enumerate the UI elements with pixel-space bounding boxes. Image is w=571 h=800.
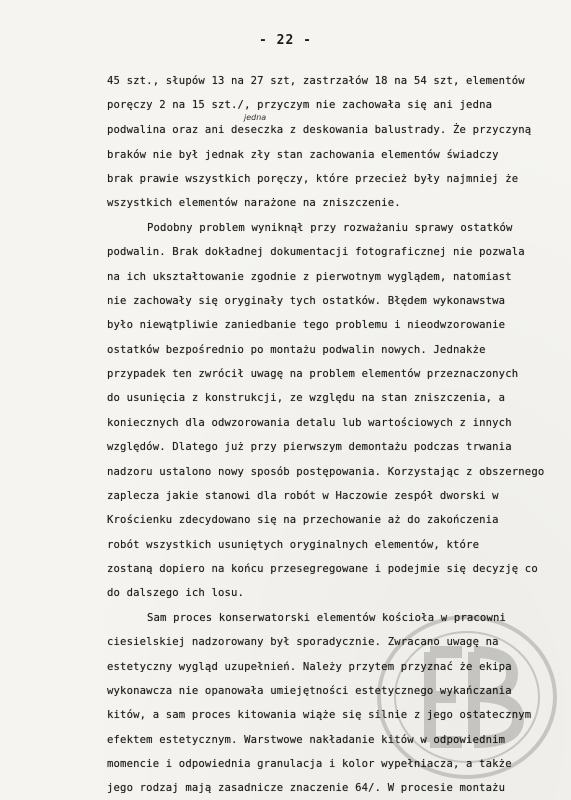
page-number: - 22 -	[259, 33, 312, 48]
text-line: estetyczny wygląd uzupełnień. Należy przytem przyznać że ekipa	[107, 661, 512, 673]
text-line: jego rodzaj mają zasadnicze znaczenie 64/. W procesie montażu	[107, 782, 506, 794]
text-line: nie zachowały się oryginały tych ostatków. Błędem wykonawstwa	[107, 295, 506, 307]
text-line: wszystkich elementów narażone na zniszczenie.	[107, 197, 401, 209]
text-line: Sam proces konserwatorski elementów kościoła w pracowni	[147, 612, 507, 624]
text-line: koniecznych dla odwzorowania detalu lub wartościowych z innych	[107, 417, 512, 429]
text-line: kitów, a sam proces kitowania wiąże się silnie z jego ostatecznym	[107, 709, 532, 721]
text-line: podwalin. Brak dokładnej dokumentacji fotograficznej nie pozwala	[107, 246, 525, 258]
text-line: Krościenku zdecydowano się na przechowanie aż do zakończenia	[107, 514, 499, 526]
text-line: zaplecza jakie stanowi dla robót w Haczowie zespół dworski w	[107, 490, 499, 502]
text-line: podwalina oraz ani deseczka z deskowania balustrady. Że przyczyną	[107, 124, 532, 136]
text-line: efektem estetycznym. Warstwowe nakładanie kitów w odpowiednim	[107, 734, 506, 746]
text-line: braków nie był jednak zły stan zachowania elementów świadczy	[107, 149, 499, 161]
text-line: przypadek ten zwrócił uwagę na problem elementów przeznaczonych	[107, 368, 519, 380]
text-line: momencie i odpowiednia granulacja i kolor wypełniacza, a także	[107, 758, 512, 770]
text-line: na ich ukształtowanie zgodnie z pierwotnym wyglądem, natomiast	[107, 271, 512, 283]
text-line: robót wszystkich usuniętych oryginalnych elementów, które	[107, 539, 480, 551]
text-line: ostatków bezpośrednio po montażu podwalin nowych. Jednakże	[107, 344, 486, 356]
text-line: Podobny problem wyniknął przy rozważaniu sprawy ostatków	[147, 222, 513, 234]
text-line: brak prawie wszystkich poręczy, które przecież były najmniej że	[107, 173, 519, 185]
text-line: wykonawcza nie opanowała umiejętności estetycznego wykańczania	[107, 685, 512, 697]
text-line: względów. Dlatego już przy pierwszym demontażu podczas trwania	[107, 441, 512, 453]
handwritten-insertion: jedna	[244, 113, 267, 122]
text-line: zostaną dopiero na końcu przesegregowane i podejmie się decyzję co	[107, 563, 538, 575]
text-line: było niewątpliwie zaniedbanie tego problemu i nieodwzorowanie	[107, 319, 506, 331]
library-stamp-watermark	[372, 612, 562, 782]
text-line: do usunięcia z konstrukcji, ze względu na stan zniszczenia, a	[107, 392, 506, 404]
text-line: 45 szt., słupów 13 na 27 szt, zastrzałów 18 na 54 szt, elementów	[107, 75, 525, 87]
text-line: poręczy 2 na 15 szt./, przyczym nie zachowała się ani jedna	[107, 99, 493, 111]
text-line: ciesielskiej nadzorowany był sporadycznie. Zwracano uwagę na	[107, 636, 499, 648]
text-line: do dalszego ich losu.	[107, 587, 245, 599]
text-line: nadzoru ustalono nowy sposób postępowania. Korzystając z obszernego	[107, 466, 545, 478]
